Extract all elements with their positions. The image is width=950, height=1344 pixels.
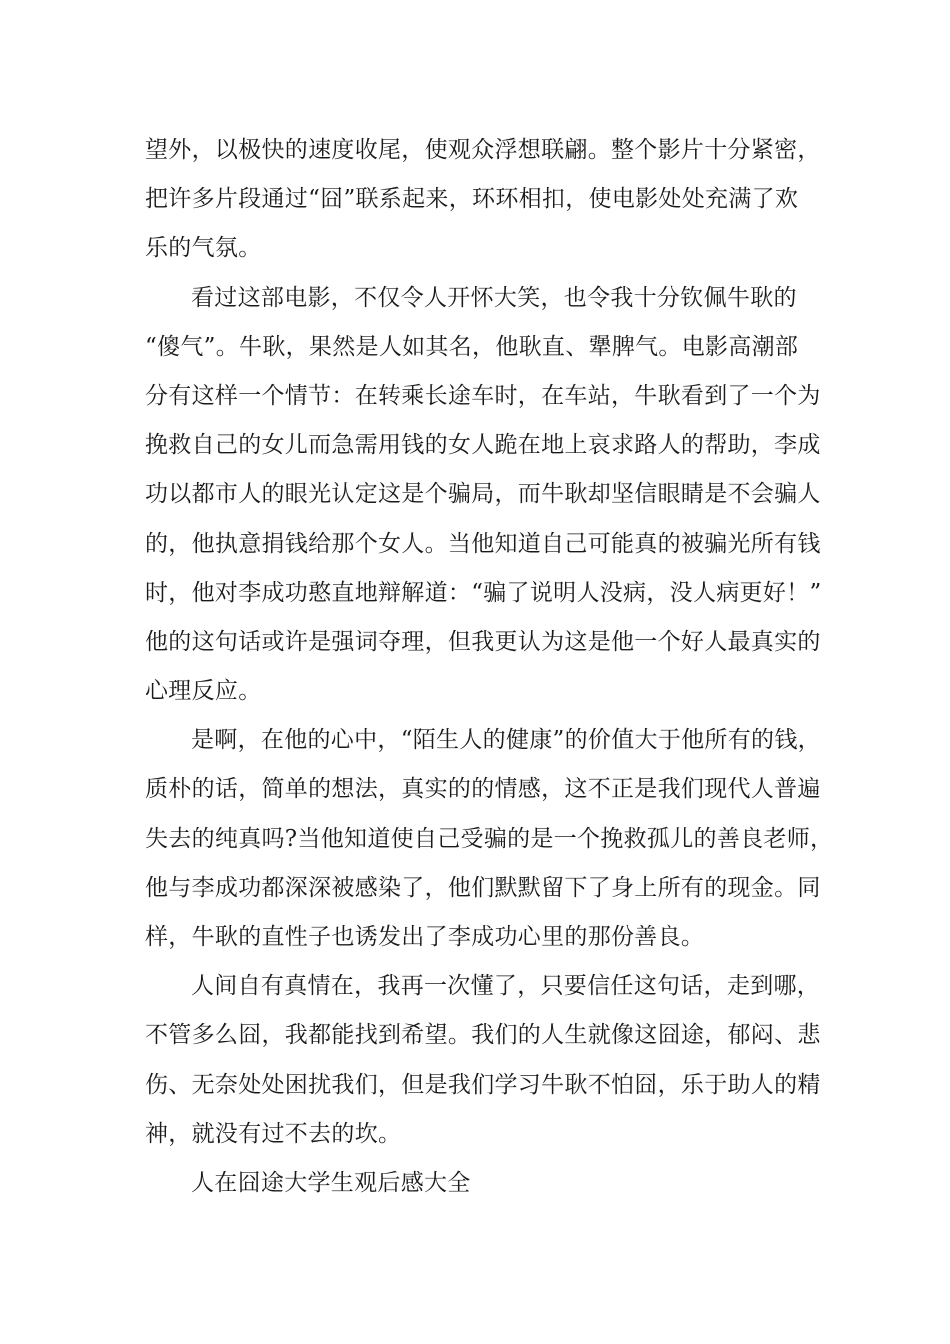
text-line: “傻气”。牛耿，果然是人如其名，他耿直、犟脾气。电影高潮部 — [145, 333, 799, 360]
text-line: 望外，以极快的速度收尾，使观众浮想联翩。整个影片十分紧密， — [145, 137, 821, 163]
text-line: 伤、无奈处处困扰我们，但是我们学习牛耿不怕囧，乐于助人的精 — [145, 1071, 821, 1098]
text-line: 他的这句话或许是强词夺理，但我更认为这是他一个好人最真实的 — [145, 628, 821, 655]
text-line: 时，他对李成功憨直地辩解道：“骗了说明人没病，没人病更好！” — [145, 579, 822, 606]
paragraph-start-line: 是啊，在他的心中，“陌生人的健康”的价值大于他所有的钱， — [191, 727, 821, 754]
text-line: 把许多片段通过“囧”联系起来，环环相扣，使电影处处充满了欢 — [145, 186, 799, 213]
text-line: 功以都市人的眼光认定这是个骗局，而牛耿却坚信眼睛是不会骗人 — [145, 481, 821, 508]
text-line: 的，他执意捐钱给那个女人。当他知道自己可能真的被骗光所有钱 — [145, 530, 821, 557]
text-line: 心理反应。 — [145, 678, 262, 705]
paragraph-start-line: 看过这部电影，不仅令人开怀大笑，也令我十分钦佩牛耿的 — [191, 284, 797, 311]
text-line: 失去的纯真吗?当他知道使自己受骗的是一个挽救孤儿的善良老师， — [145, 825, 834, 852]
text-line: 挽救自己的女儿而急需用钱的女人跪在地上哀求路人的帮助，李成 — [145, 432, 821, 459]
text-line: 乐的气氛。 — [145, 235, 262, 262]
paragraph-start-line: 人间自有真情在，我再一次懂了，只要信任这句话，走到哪， — [191, 973, 821, 1000]
text-line: 质朴的话，简单的想法，真实的的情感，这不正是我们现代人普遍 — [145, 776, 821, 803]
text-line: 神，就没有过不去的坎。 — [145, 1120, 402, 1147]
text-line: 样，牛耿的直性子也诱发出了李成功心里的那份善良。 — [145, 924, 705, 950]
text-line: 分有这样一个情节：在转乘长途车时，在车站，牛耿看到了一个为 — [145, 382, 821, 409]
text-line: 他与李成功都深深被感染了，他们默默留下了身上所有的现金。同 — [145, 874, 821, 901]
section-heading: 人在囧途大学生观后感大全 — [191, 1169, 471, 1196]
text-line: 不管多么囧，我都能找到希望。我们的人生就像这囧途，郁闷、悲 — [145, 1022, 821, 1049]
document-body — [145, 126, 834, 1208]
